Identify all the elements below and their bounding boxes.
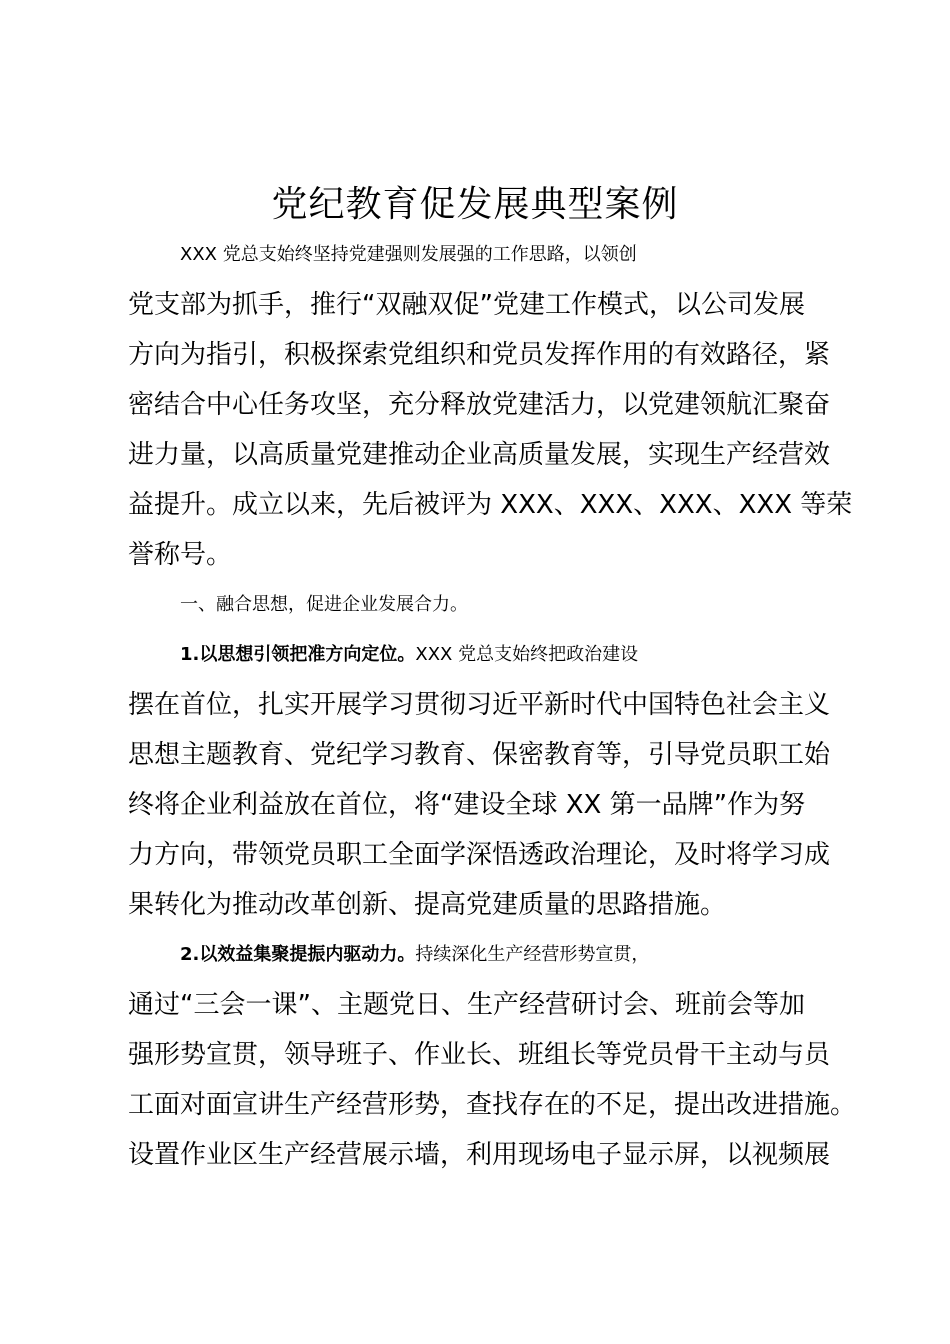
body-line	[128, 830, 858, 880]
body-text: 终将企业利益放在首位，将“建设全球 XX 第一品牌”作为努	[128, 790, 806, 820]
body-text: 强形势宣贯，领导班子、作业长、班组长等党员骨干主动与员	[128, 1040, 831, 1070]
body-line	[128, 380, 858, 430]
body-line	[128, 1130, 858, 1180]
body-line	[128, 680, 858, 730]
body-line	[128, 880, 858, 930]
body-text: 一、融合思想，促进企业发展合力。	[180, 594, 468, 615]
body-text: 工面对面宣讲生产经营形势，查找存在的不足，提出改进措施。	[128, 1090, 857, 1120]
body-line	[180, 930, 910, 980]
body-line	[128, 980, 858, 1030]
document-title: 党纪教育促发展典型案例	[271, 184, 679, 225]
body-line	[180, 630, 910, 680]
body-line	[128, 780, 858, 830]
section-heading: 1.以思想引领把准方向定位。	[180, 644, 416, 665]
body-text: 思想主题教育、党纪学习教育、保密教育等，引导党员职工始	[128, 740, 831, 770]
body-text: 摆在首位，扎实开展学习贯彻习近平新时代中国特色社会主义	[128, 690, 831, 720]
body-text: 党支部为抓手，推行“双融双促”党建工作模式，以公司发展	[128, 290, 805, 320]
body-line	[128, 1080, 858, 1130]
body-text: XXX 党总支始终把政治建设	[415, 644, 639, 665]
body-text: 持续深化生产经营形势宣贯，	[415, 944, 650, 965]
body-text: 誉称号。	[128, 540, 233, 570]
body-text: 通过“三会一课”、主题党日、生产经营研讨会、班前会等加	[128, 990, 805, 1020]
body-line	[128, 530, 858, 580]
body-text: 方向为指引，积极探索党组织和党员发挥作用的有效路径，紧	[128, 340, 831, 370]
body-line	[128, 430, 858, 480]
body-line	[180, 580, 910, 630]
body-text: XXX 党总支始终坚持党建强则发展强的工作思路，以领创	[180, 244, 637, 265]
body-line	[128, 730, 858, 780]
body-text: 设置作业区生产经营展示墙，利用现场电子显示屏，以视频展	[128, 1140, 831, 1170]
body-line	[128, 330, 858, 380]
body-line	[180, 230, 910, 280]
body-line	[128, 1030, 858, 1080]
body-line	[128, 280, 858, 330]
body-text: 密结合中心任务攻坚，充分释放党建活力，以党建领航汇聚奋	[128, 390, 831, 420]
body-text: 力方向，带领党员职工全面学深悟透政治理论，及时将学习成	[128, 840, 831, 870]
section-heading: 2.以效益集聚提振内驱动力。	[180, 944, 416, 965]
body-text: 益提升。成立以来，先后被评为 XXX、XXX、XXX、XXX 等荣	[128, 490, 853, 520]
body-text: 进力量，以高质量党建推动企业高质量发展，实现生产经营效	[128, 440, 831, 470]
body-text: 果转化为推动改革创新、提高党建质量的思路措施。	[128, 890, 727, 920]
body-line	[128, 480, 858, 530]
